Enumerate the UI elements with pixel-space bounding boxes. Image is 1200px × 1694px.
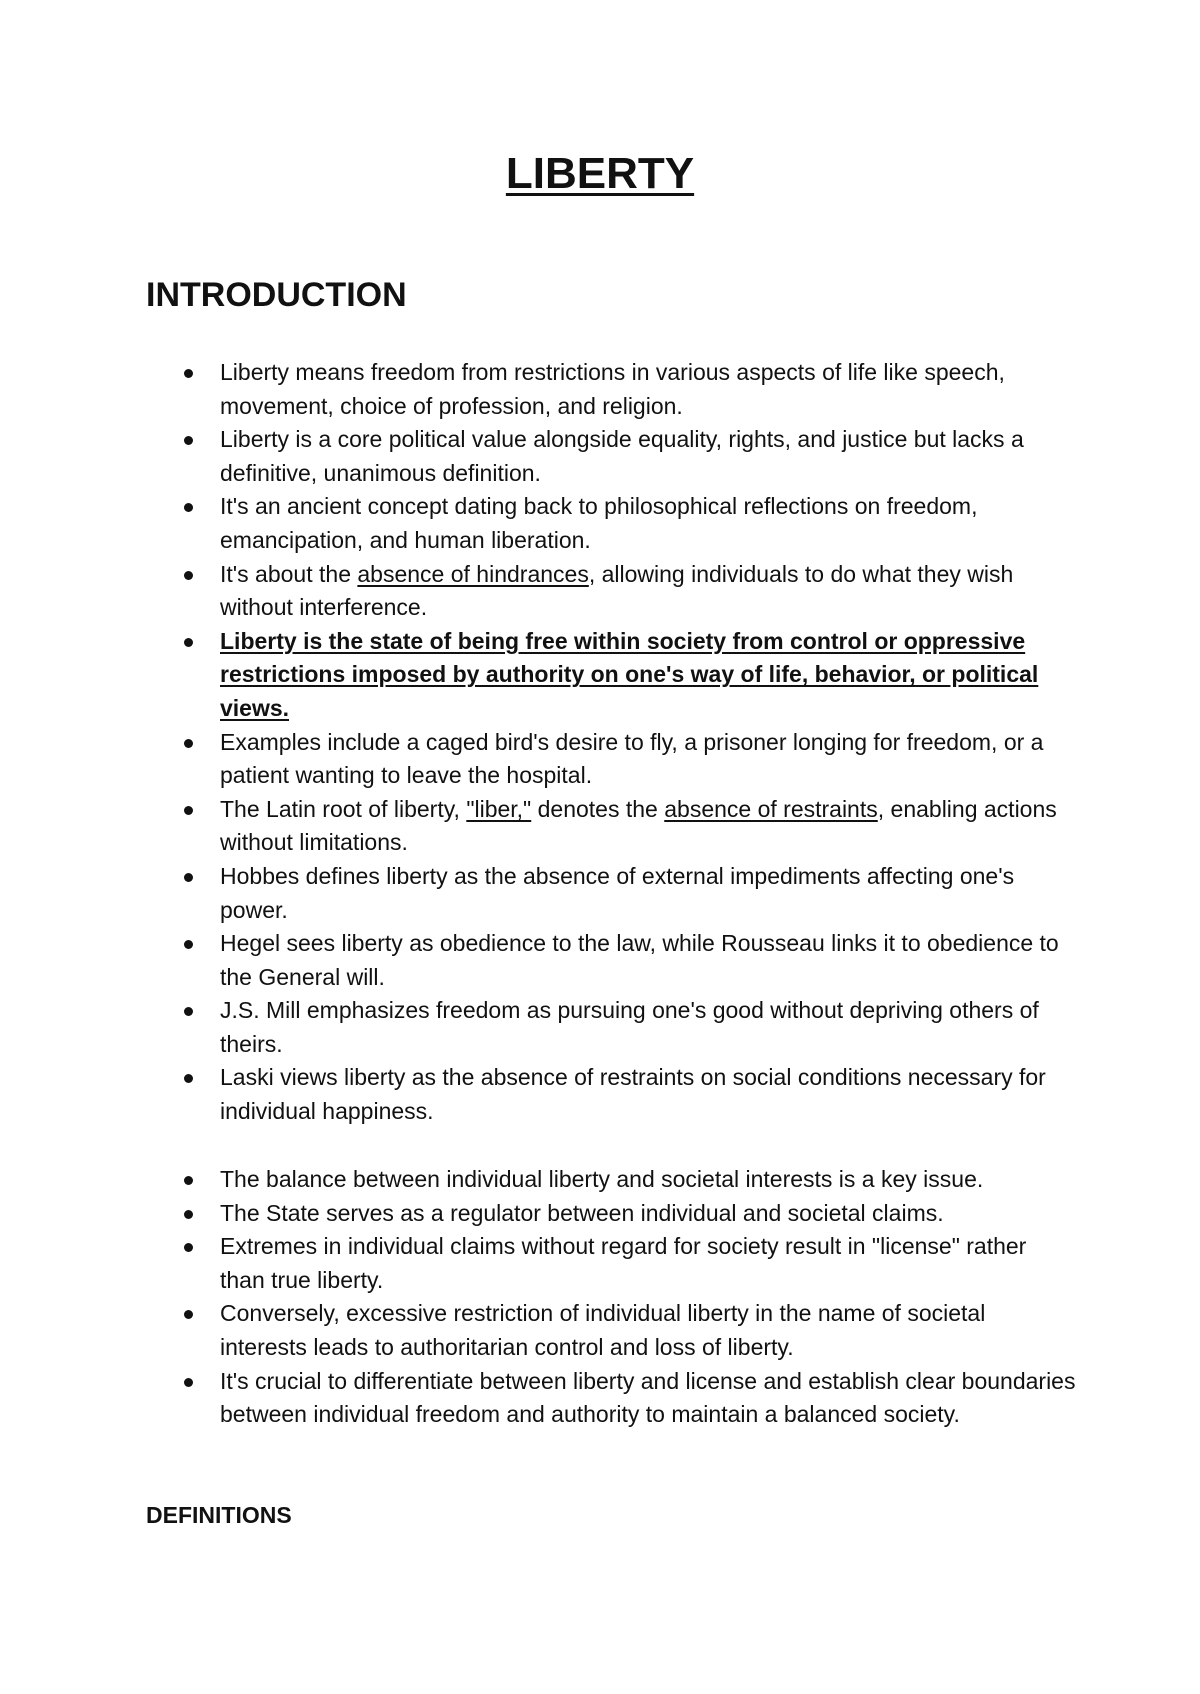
underlined-phrase: absence of restraints: [664, 795, 878, 822]
list-item: It's crucial to differentiate between liberty and license and establish clear boundaries between individual freedom and authority to maintain a balanced society.: [146, 1365, 1076, 1432]
item-text: It's about the: [220, 560, 358, 587]
introduction-bullet-list: [146, 356, 1076, 1129]
list-item: J.S. Mill emphasizes freedom as pursuing one's good without depriving others of theirs.: [146, 994, 1076, 1061]
list-item: [146, 793, 1076, 860]
list-item: It's an ancient concept dating back to philosophical reflections on freedom, emancipation, and human liberation.: [146, 490, 1076, 557]
list-item: [146, 558, 1076, 625]
list-item: Extremes in individual claims without regard for society result in "license" rather than true liberty.: [146, 1230, 1076, 1297]
underlined-phrase: "liber,": [466, 795, 532, 822]
item-text: The Latin root of liberty,: [220, 795, 467, 822]
item-text: , enabling actions without limitations.: [220, 795, 1057, 856]
list-item: Laski views liberty as the absence of restraints on social conditions necessary for individual happiness.: [146, 1061, 1076, 1128]
balance-bullet-list: [146, 1163, 1076, 1432]
key-definition-item: Liberty is the state of being free within society from control or oppressive restrictions imposed by authority on one's way of life, behavior, or political views.: [146, 625, 1076, 726]
list-item: The balance between individual liberty and societal interests is a key issue.: [146, 1163, 1076, 1197]
list-item: The State serves as a regulator between individual and societal claims.: [146, 1197, 1076, 1231]
list-item: Liberty means freedom from restrictions in various aspects of life like speech, movement, choice of profession, and religion.: [146, 356, 1076, 423]
document-title: LIBERTY: [505, 149, 695, 198]
list-item: Liberty is a core political value alongside equality, rights, and justice but lacks a definitive, unanimous definition.: [146, 423, 1076, 490]
list-item: Hobbes defines liberty as the absence of external impediments affecting one's power.: [146, 860, 1076, 927]
item-text: , allowing individuals to do what they wish without interference.: [220, 560, 1014, 621]
item-text: denotes the: [531, 795, 665, 822]
list-item: Conversely, excessive restriction of individual liberty in the name of societal interests leads to authoritarian control and loss of liberty.: [146, 1297, 1076, 1364]
list-item: Hegel sees liberty as obedience to the law, while Rousseau links it to obedience to the General will.: [146, 927, 1076, 994]
section-heading-introduction: INTRODUCTION: [146, 276, 407, 314]
section-heading-definitions: DEFINITIONS: [146, 1502, 292, 1528]
underlined-phrase: absence of hindrances: [357, 560, 589, 587]
list-item: Examples include a caged bird's desire to fly, a prisoner longing for freedom, or a patient wanting to leave the hospital.: [146, 726, 1076, 793]
